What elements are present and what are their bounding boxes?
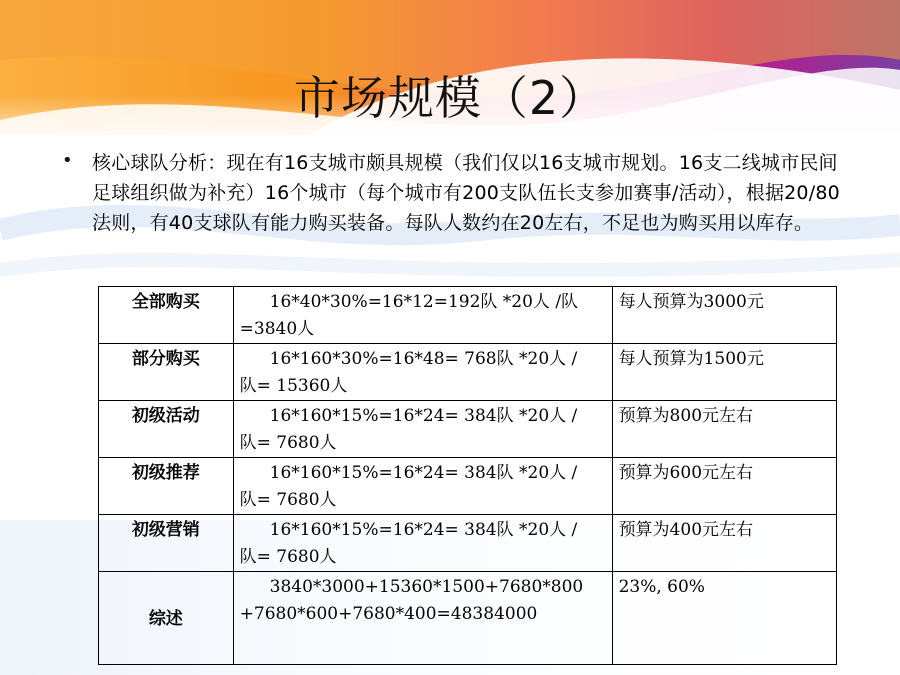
calc-line: 队= 7680人 [239, 547, 337, 567]
calc-cell [233, 287, 612, 344]
calc-cell [233, 458, 612, 515]
table-row [99, 458, 837, 515]
calc-cell [233, 572, 612, 665]
table-row [99, 401, 837, 458]
calc-line: +7680*600+7680*400=48384000 [239, 604, 538, 624]
row-label: 部分购买 [99, 344, 234, 401]
slide-title: 市场规模（2） [293, 71, 607, 125]
row-label: 初级营销 [99, 515, 234, 572]
budget-cell: 每人预算为1500元 [612, 344, 836, 401]
table-row [99, 515, 837, 572]
budget-cell: 预算为600元左右 [612, 458, 836, 515]
calc-line: 16*160*15%=16*24= 384队 *20人 / [269, 406, 578, 426]
row-label: 初级活动 [99, 401, 234, 458]
calc-line: 队= 7680人 [239, 490, 337, 510]
row-label: 综述 [99, 572, 234, 665]
calc-line: 16*160*15%=16*24= 384队 *20人 / [269, 463, 578, 483]
budget-cell: 预算为400元左右 [612, 515, 836, 572]
calc-line: 队= 7680人 [239, 433, 337, 453]
budget-cell: 预算为800元左右 [612, 401, 836, 458]
calc-cell [233, 401, 612, 458]
calc-cell [233, 515, 612, 572]
budget-cell: 每人预算为3000元 [612, 287, 836, 344]
bullet-dot-icon: • [62, 150, 73, 171]
calc-line: 16*40*30%=16*12=192队 *20人 /队 [269, 292, 579, 312]
calc-line: 16*160*15%=16*24= 384队 *20人 / [269, 520, 578, 540]
row-label: 初级推荐 [99, 458, 234, 515]
table-row [99, 344, 837, 401]
market-size-table [98, 286, 837, 665]
calc-line: 队= 15360人 [239, 376, 348, 396]
calc-line: 3840*3000+15360*1500+7680*800 [269, 577, 584, 597]
calc-line: 16*160*30%=16*48= 768队 *20人 / [269, 349, 578, 369]
table-row [99, 287, 837, 344]
row-label: 全部购买 [99, 287, 234, 344]
table-row [99, 572, 837, 665]
calc-cell [233, 344, 612, 401]
bullet-item [62, 148, 842, 238]
bullet-text: 核心球队分析：现在有16支城市颇具规模（我们仅以16支城市规划。16支二线城市民间足球组织做为补充）16个城市（每个城市有200支队伍长支参加赛事/活动），根据20/80法则，有40支球队有能力购买装备。每队人数约在20左右，不足也为购买用以库存。 [92, 152, 840, 234]
calc-line: =3840人 [239, 319, 315, 339]
budget-cell: 23%, 60% [612, 572, 836, 665]
